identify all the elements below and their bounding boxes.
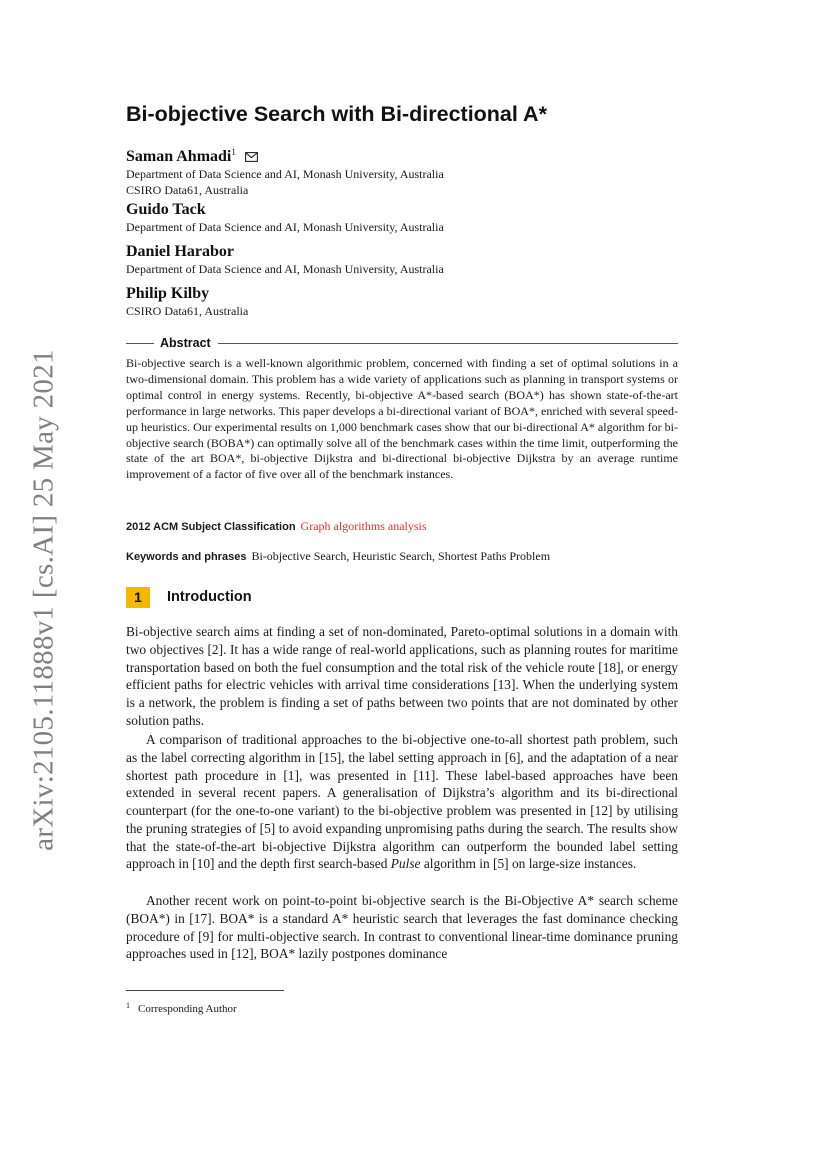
footnote-divider [126, 990, 284, 991]
keywords-value: Bi-objective Search, Heuristic Search, Shortest Paths Problem [251, 549, 551, 563]
abstract-header [126, 335, 678, 351]
author-affiliation: CSIRO Data61, Australia [126, 183, 249, 197]
footnote-text: Corresponding Author [138, 1003, 237, 1015]
abstract-rule-right [218, 343, 678, 344]
author-affiliation: CSIRO Data61, Australia [126, 304, 249, 318]
paragraph-emphasis: Pulse [390, 856, 421, 872]
footnote-mark: 1 [231, 147, 236, 157]
author-name: Saman Ahmadi [126, 148, 232, 165]
author-affiliation: Department of Data Science and AI, Monash University, Australia [126, 167, 444, 181]
author-block-1 [126, 143, 444, 198]
footnote [126, 998, 237, 1017]
author-block-2 [126, 201, 444, 235]
email-icon[interactable] [245, 152, 258, 162]
author-name: Philip Kilby [126, 285, 210, 302]
author-name: Daniel Harabor [126, 243, 234, 260]
author-affiliation: Department of Data Science and AI, Monash University, Australia [126, 262, 444, 276]
abstract-label: Abstract [160, 336, 211, 350]
paragraph [126, 731, 678, 873]
acm-classification [126, 518, 686, 535]
acm-classification-label: 2012 ACM Subject Classification [126, 521, 296, 533]
author-block-3 [126, 243, 444, 277]
paragraph-text: algorithm in [5] on large-size instances. [420, 856, 637, 872]
section-title: Introduction [167, 589, 252, 605]
paragraph: Bi-objective search aims at finding a set of non-dominated, Pareto-optimal solutions in a domain with two objectives [2]. It has a wide range of real-world applications, such as planning routes for maritime transportation based on both the fuel consumption and the total risk of the vehicle route [18], or energy efficient paths for electric vehicles with arrival time considerations [13]. When the underlying system is a network, the problem is finding a set of paths between two points that are not dominated by other solution paths. [126, 624, 678, 728]
keywords-label: Keywords and phrases [126, 551, 247, 563]
author-affiliation: Department of Data Science and AI, Monash University, Australia [126, 220, 444, 234]
paragraph: Another recent work on point-to-point bi-objective search is the Bi-Objective A* search scheme (BOA*) in [17]. BOA* is a standard A* heuristic search that leverages the fast dominance checking procedure of [9] for multi-objective search. In contrast to conventional linear-time dominance pruning approaches used in [12], BOA* lazily postpones dominance [126, 893, 678, 962]
abstract-rule-left [126, 343, 154, 344]
author-block-4 [126, 285, 248, 319]
abstract-text: Bi-objective search is a well-known algorithmic problem, concerned with finding a set of optimal solutions in a two-dimensional domain. This problem has a wide variety of applications such as planning in transport systems or optimal control in energy systems. Recently, bi-objective A*-based search (BOA*) has shown state-of-the-art performance in large networks. This paper develops a bi-directional variant of BOA*, enriched with several speed-up heuristics. Our experimental results on 1,000 benchmark cases show that our bi-directional A* algorithm for bi-objective search (BOBA*) can optimally solve all of the benchmark cases within the time limit, outperforming the state of the art BOA*, bi-objective Dijkstra and bi-directional bi-objective Dijkstra by an average runtime improvement of a factor of five over all of the benchmark instances. [126, 356, 678, 482]
section-number-badge: 1 [126, 587, 150, 608]
paper-title: Bi-objective Search with Bi-directional A* [126, 102, 547, 126]
arxiv-identifier [18, 350, 70, 850]
acm-classification-link[interactable]: Graph algorithms analysis [300, 519, 427, 533]
paragraph-text: A comparison of traditional approaches to the bi-objective one-to-all shortest path problem, such as the label correcting algorithm in [15], the label setting approach in [6], and the adaptation of a near shortest path procedure in [1], was presented in [11]. These label-based approaches have been extended in several recent papers. A generalisation of Dijkstra’s algorithm and its bi-directional counterpart (for the one-to-one variant) to the bi-objective problem was presented in [12] by utilising the pruning strategies of [5] to avoid expanding unpromising paths during the search. The results show that the state-of-the-art bi-objective Dijkstra algorithm can outperform the bounded label setting approach in [10] and the depth first search-based [126, 732, 678, 872]
arxiv-identifier-text: arXiv:2105.11888v1 [cs.AI] 25 May 2021 [27, 349, 60, 851]
footnote-number: 1 [126, 1001, 130, 1010]
author-name: Guido Tack [126, 201, 206, 218]
keywords [126, 548, 686, 565]
